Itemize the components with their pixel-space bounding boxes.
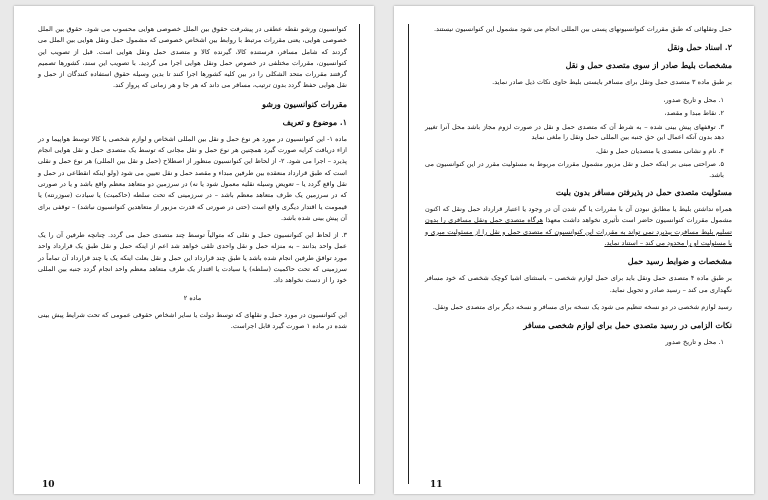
list-item: ۳. توقفهای پیش بینی شده – به شرط آن که متصدی حمل و نقل در صورت لزوم مجاز باشد محل آنرا تغییر دهد بدون آنکه اعمال این حق جنبه بین المللی حمل ونقل را ملغی نماید [425,122,724,142]
subsection-heading: ۱. موضوع و تعریف [282,116,347,127]
document-page-right [394,6,754,494]
liability-text: همراه نداشتن بلیط یا مطابق نبودن آن با مقررات یا گم شدن آن در وجود یا اعتبار قرارداد حمل ونقل که اکنون مشمول مقررات کنوانسیون حاضر است تأثیری نخواهد داشت معهذا [425,205,732,225]
section-heading: مقررات کنوانسیون ورشو [262,98,347,109]
page-border [408,24,740,484]
document-page-left [14,6,374,494]
ticket-requirements-list [425,95,732,181]
receipt-requirements-list [425,337,732,348]
article-4-paragraph: بر طبق ماده ۴ متصدی حمل ونقل باید برای حمل لوازم شخصی – باستثنای اشیا کوچک شخصی که خود مسافر نگهداری می کند – رسید صادر و تحویل نماید. [425,274,732,294]
list-item: ۱. محل و تاریخ صدور [665,338,724,347]
page-content [425,24,732,351]
article-1-clause-3: ۳. از لحاظ این کنوانسیون حمل و نقلی که متوالیاً توسط چند متصدی حمل می گردد. چنانچه طرفین آن را یک عمل واحد بدانند – به منزله حمل و نقل واحدی تلقی خواهد شد اعم از اینکه حمل و نقل طبق یک قرارداد واحد مورد توافق طرفین انجام شده باشد یا طبق چند قرارداد این حمل و نقل بعلت اینکه یک یا چند قرارداد آن تماماً در سرزمینی که تحت حاکمیت (سلطه) یا سیادت یا اقتدار یک طرف متعاهد معظم واحد انجام گردد جنبه بین المللی خود را از دست نخواهد داد. [38,231,347,285]
intro-paragraph: کنوانسیون ورشو نقطه عطفی در پیشرفت حقوق بین الملل خصوصی هوایی محسوب می شود. حقوق بین الملل خصوصی هوایی، یعنی مقررات مرتبط با روابط بین اشخاص خصوصی که مشمول حمل ونقل هوایی بین الملل می گردند که شامل مسافر، فرستنده کالا، گیرنده کالا و متصدی حمل ونقل هوایی است. قبل از تصویب این کنوانسیون، مقررات مختلفی در خصوص حمل ونقل هوایی اجرا می گردید. با تصویب این سند، کشورها تصمیم گرفتند مقررات متحد الشکلی را در بین کلیه کشورها اجرا کنند تا بدین وسیله حقوق استفاده کنندگان از حمل و نقل هوایی حفظ گردد بدون ترتیب، مسافر می داند که هر جا و هر زمانی که پرواز کند. [38,25,347,90]
article-3-paragraph: بر طبق ماده ۳ متصدی حمل ونقل برای مسافر بایستی بلیط حاوی نکات ذیل صادر نماید. [492,78,732,87]
receipt-copies-paragraph: رسید لوازم شخصی در دو نسخه تنظیم می شود یک نسخه برای مسافر و نسخه دیگر برای متصدی حمل ونقل. [432,302,732,311]
subsection-heading: مسئولیت متصدی حمل در پذیرفتن مسافر بدون بلیت [555,187,732,198]
list-item: ۵. صراحتی مبنی بر اینکه حمل و نقل مزبور مشمول مقررات مربوط به مسئولیت مقرر در این کنوانسیون می باشد. [425,160,724,179]
article-label: ماده ۲ [183,293,202,302]
list-item: ۴. نام و نشانی متصدی یا متصدیان حمل و نقل، [595,146,724,155]
subsection-heading: مشخصات بلیط صادر از سوی متصدی حمل و نقل [565,60,732,71]
underlined-text: هرگاه متصدی حمل ونقل مسافری را بدون تسلیم بلیط مسافرت بپذیرد نمی تواند به مقررات این کنوانسیون که متصدی حمل و نقل را از مسئولیت مبری و یا مسئولیت او را محدود می کند – استناد نماید. [425,216,732,247]
subsection-heading: نکات الزامی در رسید متصدی حمل برای لوازم شخصی مسافر [523,320,732,331]
article-1-paragraph: ماده ۱- این کنوانسیون در مورد هر نوع حمل و نقل بین المللی اشخاص و لوازم شخصی یا کالا توسط هواپیما و در ازاء دریافت کرایه صورت گیرد همچنین هر نوع حمل و نقل مجانی که توسط یک متصدی حمل و نقل هوایی انجام پذیرد – اجرا می شود. ۲- از لحاظ این کنوانسیون منظور از اصطلاح (حمل و نقل بین المللی) هر نوع حمل و نقلی است که طبق قرارداد منعقده بین طرفین مبداء و مقصد حمل و نقل تعیین می شود (ولو اینکه انقطاعی در حمل و نقل واقع گردد یا – تعویض وسیله نقلیه معمول شود یا نه) در سرزمین دو متعاهد معظم واقع باشد و یا در صورتی که در سرزمین یک طرف متعاهد معظم باشد – در سرزمینی که تحت سلطه (حاکمیت) یا سیادت (سوزرنته) یا قیمومت یا اقتدار دیگری واقع است (حتی در صورتی که قدرت مزبور از متعاهدین کنوانسیون نباشد) – توقفی برای آن پیش بینی شده باشد. [38,134,347,222]
page-number: 11 [430,480,443,490]
page-number: 10 [42,480,55,490]
liability-paragraph [425,204,732,249]
top-paragraph: حمل ونقلهائی که طبق مقررات کنوانسیونهای پستی بین المللی انجام می شود مشمول این کنوانسیون نیستند. [433,25,732,33]
article-2-paragraph: این کنوانسیون در مورد حمل و نقلهای که توسط دولت یا سایر اشخاص حقوقی عمومی که تحت شرایط پیش بینی شده در ماده ۱ صورت گیرد قابل اجراست. [38,310,347,331]
list-item: ۱. محل و تاریخ صدور، [663,95,724,104]
section-heading: ۲. اسناد حمل ونقل [667,42,732,53]
page-content [38,24,347,339]
subsection-heading: مشخصات و ضوابط رسید حمل [627,256,732,267]
page-border [28,24,360,484]
list-item: ۲. نقاط مبدا و مقصد، [664,109,724,118]
